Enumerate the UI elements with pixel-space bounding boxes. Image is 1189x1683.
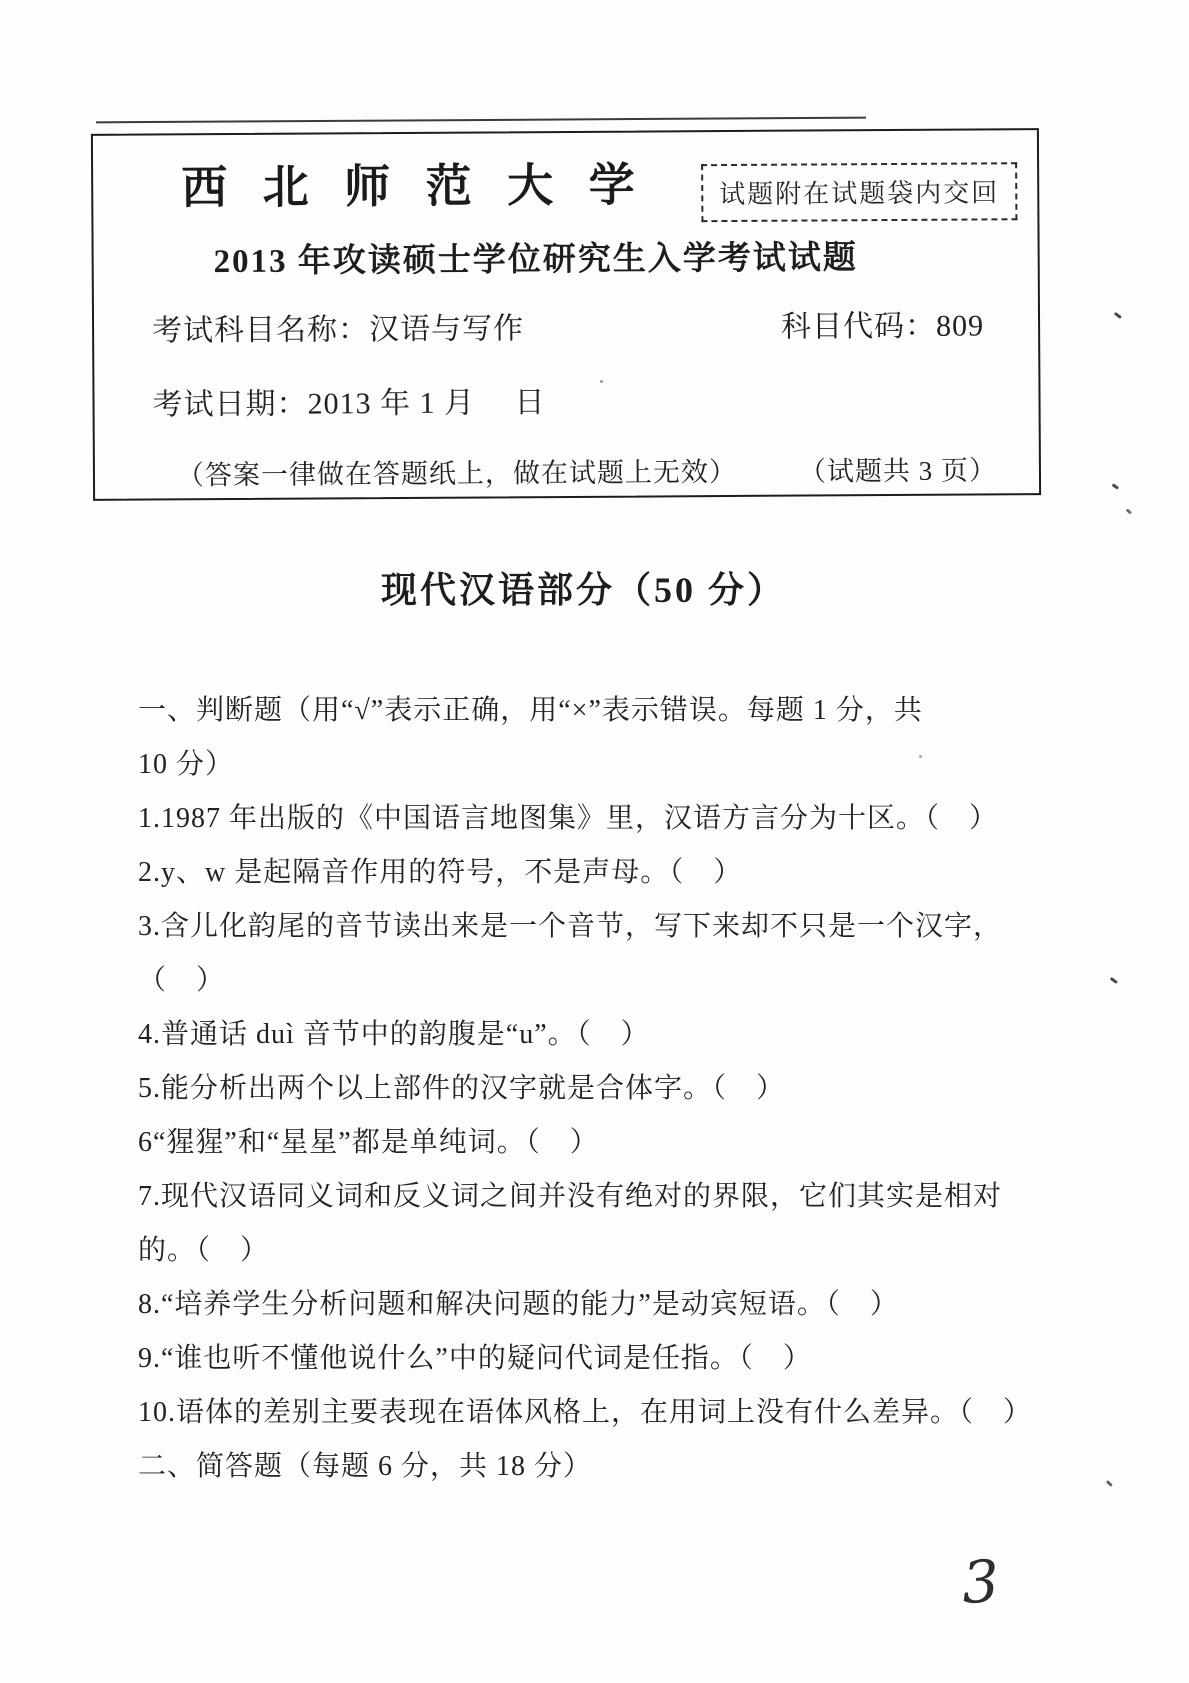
question-line-9: 9.“谁也听不懂他说什么”中的疑问代词是任指。（ ） — [138, 1343, 812, 1374]
question-line-3-continued: （ ） — [138, 965, 226, 996]
part2-heading: 二、简答题（每题 6 分，共 18 分） — [138, 1451, 593, 1482]
question-line-1: 1.1987 年出版的《中国语言地图集》里，汉语方言分为十区。（ ） — [138, 803, 999, 834]
answer-notice: （答案一律做在答题纸上，做在试题上无效） — [176, 456, 738, 491]
subject-code: 科目代码：809 — [780, 309, 985, 344]
page-count-notice: （试题共 3 页） — [798, 455, 998, 487]
exam-date: 考试日期：2013 年 1 月 日 — [152, 386, 546, 422]
question-line-7: 7.现代汉语同义词和反义词之间并没有绝对的界限，它们其实是相对 — [138, 1181, 1003, 1212]
question-list — [138, 684, 1098, 1494]
exam-header-box — [91, 128, 1041, 501]
scan-speck — [1112, 483, 1119, 489]
question-line-10: 10.语体的差别主要表现在语体风格上，在用词上没有什么差异。（ ） — [138, 1397, 1033, 1428]
section-title: 现代汉语部分（50 分） — [380, 570, 786, 610]
question-line-4: 4.普通话 duì 音节中的韵腹是“u”。（ ） — [138, 1019, 650, 1050]
handwritten-page-number: 3 — [960, 1547, 1001, 1617]
scan-speck — [1106, 1480, 1113, 1487]
subject-row — [152, 300, 984, 349]
return-notice-box — [701, 162, 1017, 222]
question-line-3: 3.含儿化韵尾的音节读出来是一个音节，写下来却不只是一个汉字， — [138, 911, 1003, 942]
scan-artifact-line — [96, 117, 866, 124]
question-line-8: 8.“培养学生分析问题和解决问题的能力”是动宾短语。（ ） — [138, 1289, 899, 1320]
university-name: 西 北 师 范 大 学 — [181, 159, 647, 214]
question-line-7-continued: 的。（ ） — [138, 1235, 270, 1266]
bottom-notice-row — [177, 448, 997, 492]
return-notice-text: 试题附在试题袋内交回 — [719, 178, 1000, 210]
exam-title: 2013 年攻读硕士学位研究生入学考试试题 — [213, 240, 858, 281]
scan-speck — [1114, 312, 1122, 319]
part1-heading: 一、判断题（用“√”表示正确，用“×”表示错误。每题 1 分，共 — [138, 695, 923, 726]
scan-speck — [600, 380, 603, 383]
scan-speck — [1110, 977, 1118, 984]
question-line-6: 6“猩猩”和“星星”都是单纯词。（ ） — [138, 1127, 599, 1158]
scan-speck — [1126, 508, 1132, 514]
question-line-2: 2.y、w 是起隔音作用的符号，不是声母。（ ） — [138, 857, 743, 888]
subject-name: 考试科目名称：汉语与写作 — [151, 312, 525, 348]
question-line-5: 5.能分析出两个以上部件的汉字就是合体字。（ ） — [138, 1073, 786, 1104]
scan-speck — [919, 755, 922, 758]
part1-heading-continued: 10 分） — [138, 749, 235, 780]
